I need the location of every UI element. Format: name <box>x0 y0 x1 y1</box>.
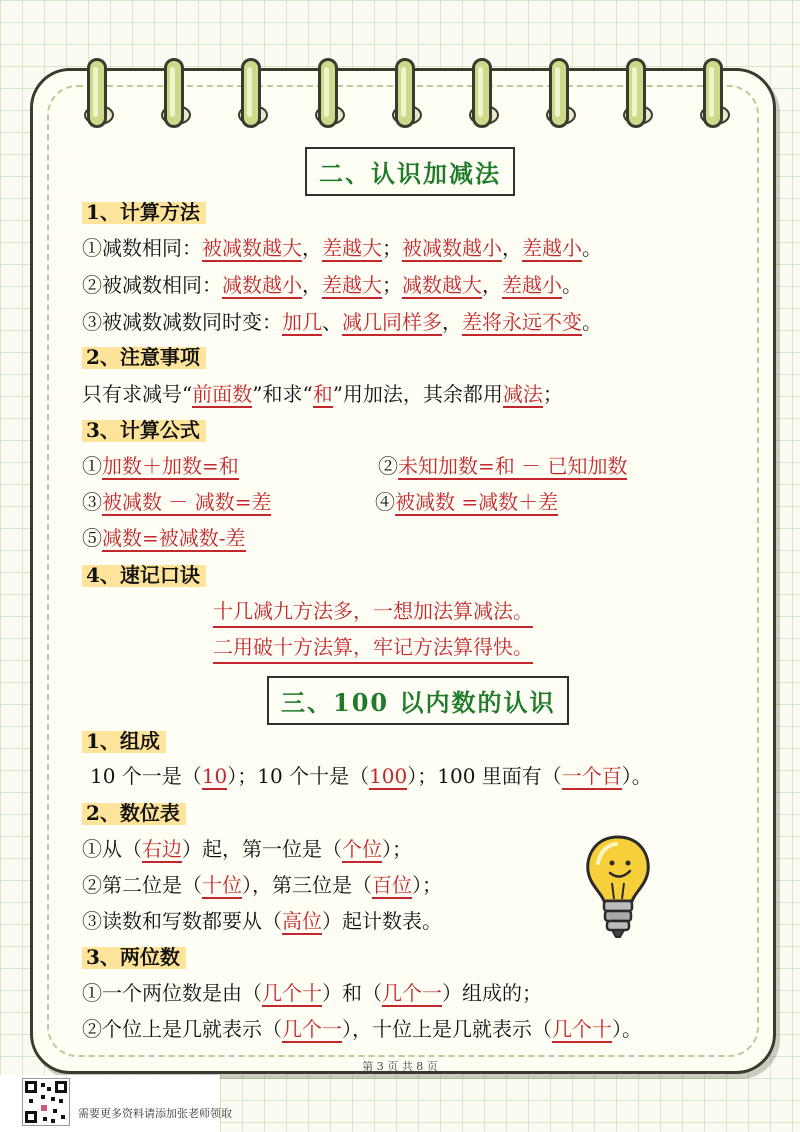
composition-line <box>90 762 652 790</box>
text: ）起，第一位是（ <box>182 837 342 861</box>
binder-ring <box>318 58 338 128</box>
sep: ， <box>302 273 322 297</box>
text: ），十位上是几就表示（ <box>342 1017 552 1041</box>
lightbulb-icon <box>582 833 654 943</box>
formula-text: 未知加数=和 － 已知加数 <box>398 454 628 478</box>
answer: 差越小 <box>502 273 562 297</box>
formula-text: 被减数 － 减数=差 <box>102 490 272 514</box>
place-line-1 <box>82 835 412 863</box>
heading-notes <box>82 343 206 371</box>
sep: ； <box>382 236 402 260</box>
text: ①从（ <box>82 837 142 861</box>
sep: 。 <box>582 310 602 334</box>
notes-line <box>82 380 563 408</box>
answer: 和 <box>312 382 333 406</box>
section2-title: 二、认识加减法 <box>305 147 515 196</box>
binder-ring <box>703 58 723 128</box>
text: ）和（ <box>322 981 382 1005</box>
text: 10 个一是（ <box>90 764 202 788</box>
sep: ， <box>502 236 522 260</box>
text: ”用加法，其余都用 <box>332 382 503 406</box>
answer: 一个百 <box>561 764 622 788</box>
heading-label: 1、计算方法 <box>82 200 206 224</box>
text: ）。 <box>612 1017 642 1041</box>
num: ⑤ <box>82 526 102 550</box>
binder-ring <box>164 58 184 128</box>
text: ）； <box>382 837 412 861</box>
rule-prefix: ①减数相同： <box>82 236 202 260</box>
answer: 被减数越小 <box>402 236 502 260</box>
formula-1 <box>82 452 239 480</box>
text: ②第二位是（ <box>82 873 202 897</box>
answer: 10 <box>201 764 228 788</box>
heading-label: 1、组成 <box>82 729 166 753</box>
formula-5 <box>82 524 246 552</box>
text: ）；100 里面有（ <box>407 764 562 788</box>
binder-ring <box>626 58 646 128</box>
answer: 加几 <box>282 310 322 334</box>
answer: 差将永远不变 <box>462 310 582 334</box>
text: ）；10 个十是（ <box>227 764 370 788</box>
formula-2 <box>378 452 627 480</box>
rule-line-2 <box>82 271 582 299</box>
sep: 、 <box>322 310 342 334</box>
heading-label: 3、计算公式 <box>82 418 206 442</box>
text: ③读数和写数都要从（ <box>82 909 282 933</box>
sep: ， <box>482 273 502 297</box>
text: ）组成的； <box>442 981 542 1005</box>
qr-code-icon[interactable] <box>22 1078 70 1126</box>
text: ）。 <box>621 764 652 788</box>
answer: 几个一 <box>382 981 442 1005</box>
answer: 差越大 <box>322 236 382 260</box>
binder-ring <box>549 58 569 128</box>
answer: 差越小 <box>522 236 582 260</box>
rule-prefix: ③被减数减数同时变： <box>82 310 282 334</box>
text: 只有求减号“ <box>82 382 193 406</box>
answer: 几个十 <box>552 1017 612 1041</box>
section3-title: 三、100 以内数的认识 <box>267 676 569 725</box>
answer: 十位 <box>202 873 242 897</box>
place-line-2 <box>82 871 442 899</box>
mnemonic-1: 十几减九方法多，一想加法算减法。 <box>213 596 533 628</box>
formula-4 <box>375 488 558 516</box>
answer: 个位 <box>342 837 382 861</box>
text: ②个位上是几就表示（ <box>82 1017 282 1041</box>
binder-ring <box>241 58 261 128</box>
sep: ， <box>302 236 322 260</box>
answer: 差越大 <box>322 273 382 297</box>
mnemonic-2: 二用破十方法算，牢记方法算得快。 <box>213 632 533 664</box>
rule-line-1 <box>82 234 602 262</box>
footer-note: 需要更多资料请添加张老师领取 <box>78 1107 232 1120</box>
formula-text: 减数=被减数-差 <box>102 526 246 550</box>
heading-place-value <box>82 799 186 827</box>
num: ③ <box>82 490 102 514</box>
page-number: 第 3 页 共 8 页 <box>362 1060 438 1073</box>
answer: 减数越大 <box>402 273 482 297</box>
text: ； <box>542 382 563 406</box>
sep: 。 <box>582 236 602 260</box>
num: ① <box>82 454 102 478</box>
binder-ring <box>395 58 415 128</box>
heading-formulas <box>82 416 206 444</box>
text: ），第三位是（ <box>242 873 372 897</box>
sep: ， <box>442 310 462 334</box>
sep: ； <box>382 273 402 297</box>
heading-two-digit <box>82 943 186 971</box>
two-digit-line-1 <box>82 979 542 1007</box>
num: ② <box>378 454 398 478</box>
sep: 。 <box>562 273 582 297</box>
answer: 减法 <box>502 382 543 406</box>
answer: 几个十 <box>262 981 322 1005</box>
text: ）起计数表。 <box>322 909 442 933</box>
answer: 减几同样多 <box>342 310 442 334</box>
heading-composition <box>82 727 166 755</box>
place-line-3 <box>82 907 442 935</box>
two-digit-line-2 <box>82 1015 642 1043</box>
text: ）； <box>412 873 442 897</box>
answer: 几个一 <box>282 1017 342 1041</box>
rule-line-3 <box>82 308 602 336</box>
text: ”和求“ <box>252 382 313 406</box>
num: ④ <box>375 490 395 514</box>
formula-3 <box>82 488 271 516</box>
answer: 减数越小 <box>222 273 302 297</box>
heading-label: 2、数位表 <box>82 801 186 825</box>
answer: 被减数越大 <box>202 236 302 260</box>
rule-prefix: ②被减数相同： <box>82 273 222 297</box>
heading-label: 3、两位数 <box>82 945 186 969</box>
answer: 高位 <box>282 909 322 933</box>
heading-label: 4、速记口诀 <box>82 563 206 587</box>
formula-text: 被减数 =减数＋差 <box>395 490 559 514</box>
text: ①一个两位数是由（ <box>82 981 262 1005</box>
heading-mnemonic <box>82 561 206 589</box>
answer: 100 <box>369 764 408 788</box>
answer: 前面数 <box>192 382 253 406</box>
heading-label: 2、注意事项 <box>82 345 206 369</box>
answer: 右边 <box>142 837 182 861</box>
binder-ring <box>472 58 492 128</box>
heading-calc-method <box>82 198 206 226</box>
formula-text: 加数＋加数=和 <box>102 454 239 478</box>
binder-ring <box>87 58 107 128</box>
answer: 百位 <box>372 873 412 897</box>
